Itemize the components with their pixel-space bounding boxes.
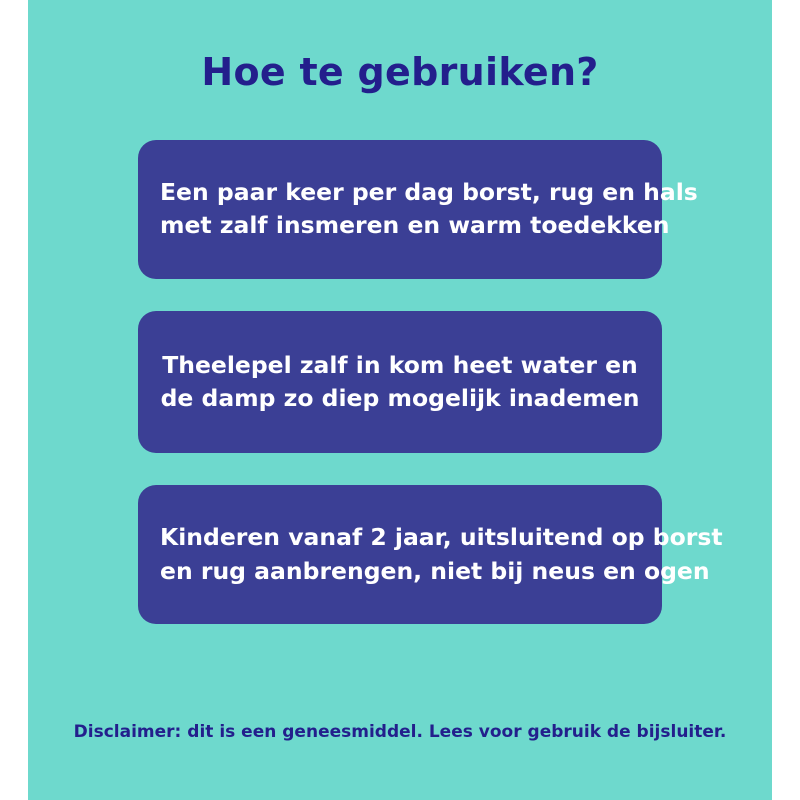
instruction-card-line: met zalf insmeren en warm toedekken (160, 211, 670, 240)
page-title: Hoe te gebruiken? (201, 50, 599, 94)
instruction-card (138, 485, 723, 624)
instruction-card-line: en rug aanbrengen, niet bij neus en ogen (160, 556, 710, 585)
instruction-card-line: Een paar keer per dag borst, rug en hals (160, 178, 698, 206)
content-panel (28, 0, 772, 800)
instruction-card-line: Kinderen vanaf 2 jaar, uitsluitend op borst (160, 523, 723, 552)
instruction-card-line: de damp zo diep mogelijk inademen (160, 384, 640, 413)
instruction-card-line: Theelepel zalf in kom heet water en (162, 350, 638, 379)
instruction-card (138, 311, 662, 454)
instruction-card-list (138, 140, 723, 656)
disclaimer-text: Disclaimer: dit is een geneesmiddel. Lees voor gebruik de bijsluiter. (73, 722, 727, 742)
instruction-card (138, 140, 698, 279)
